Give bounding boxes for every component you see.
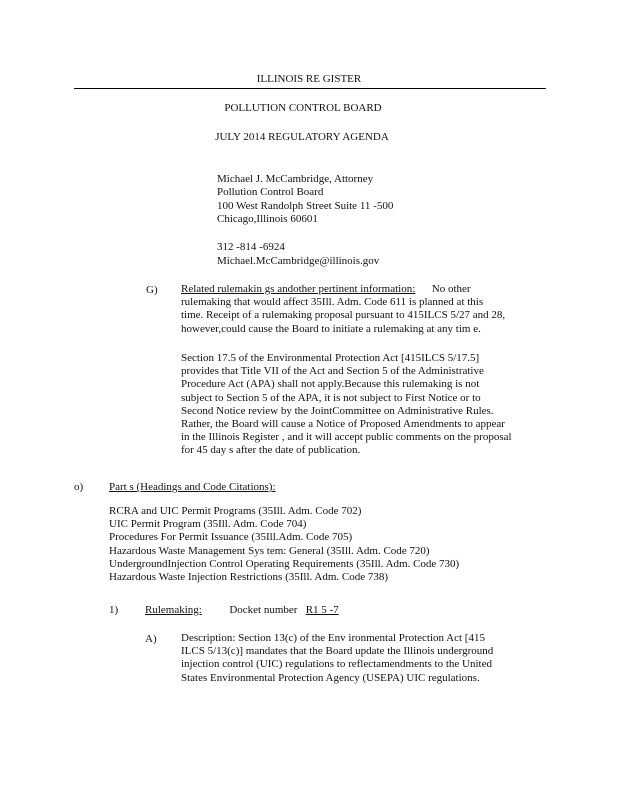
section-g-paragraph-1 bbox=[181, 283, 517, 336]
header-rule bbox=[74, 88, 546, 89]
item-1-line bbox=[145, 603, 339, 617]
item-a-line: injection control (UIC) regulations to reflectamendments to the United bbox=[181, 658, 492, 671]
list-item: Hazardous Waste Injection Restrictions (35Ill. Adm. Code 738) bbox=[109, 570, 389, 583]
section-g-p2-line: provides that Title VII of the Act and Section 5 of the Administrative bbox=[181, 365, 484, 378]
board-title: POLLUTION CONTROL BOARD bbox=[224, 102, 382, 114]
contact-email: Michael.McCambridge@illinois.gov bbox=[217, 255, 380, 267]
rulemaking-heading: Rulemaking: bbox=[145, 604, 202, 616]
section-g-line-3: time. Receipt of a rulemaking proposal pursuant to 415ILCS 5/27 and 28, bbox=[181, 309, 506, 322]
docket-value: R1 5 -7 bbox=[305, 604, 339, 616]
section-g-p2-line: in the Illinois Register , and it will accept public comments on the proposal bbox=[181, 431, 512, 444]
contact-name: Michael J. McCambridge, Attorney bbox=[217, 173, 374, 185]
list-item: UIC Permit Program (35Ill. Adm. Code 704) bbox=[109, 518, 307, 531]
section-g-p2-line: Rather, the Board will cause a Notice of Proposed Amendments to appear bbox=[181, 417, 505, 430]
section-g-line-1 bbox=[181, 283, 517, 296]
item-a-marker: A) bbox=[145, 633, 157, 645]
section-g-line-2: rulemaking that would affect 35Ill. Adm. Code 611 is planned at this bbox=[181, 296, 484, 309]
item-a-line: Description: Section 13(c) of the Env ironmental Protection Act [415 bbox=[181, 632, 485, 644]
section-g-p2-line: Section 17.5 of the Environmental Protection Act [415ILCS 5/17.5] bbox=[181, 352, 480, 364]
section-g-p2-line: for 45 day s after the date of publication. bbox=[181, 444, 361, 457]
item-a-line: ILCS 5/13(c)] mandates that the Board update the Illinois underground bbox=[181, 645, 494, 658]
list-item: RCRA and UIC Permit Programs (35Ill. Adm. Code 702) bbox=[109, 505, 362, 517]
section-o-heading: Part s (Headings and Code Citations): bbox=[109, 481, 276, 493]
agenda-title: JULY 2014 REGULATORY AGENDA bbox=[215, 131, 389, 143]
section-g-heading-tail: No other bbox=[431, 283, 471, 295]
list-item: Procedures For Permit Issuance (35Ill.Adm. Code 705) bbox=[109, 531, 353, 544]
section-g-marker: G) bbox=[146, 284, 158, 296]
section-g-line-4: however,could cause the Board to initiate a rulemaking at any tim e. bbox=[181, 322, 481, 335]
item-1-marker: 1) bbox=[109, 604, 119, 616]
item-a-line: States Environmental Protection Agency (USEPA) UIC regulations. bbox=[181, 671, 480, 684]
register-title: ILLINOIS RE GISTER bbox=[256, 73, 362, 85]
contact-city: Chicago,Illinois 60601 bbox=[217, 213, 318, 225]
section-o-marker: o) bbox=[74, 481, 84, 493]
contact-address: 100 West Randolph Street Suite 11 -500 bbox=[217, 200, 394, 212]
list-item: UndergroundInjection Control Operating Requirements (35Ill. Adm. Code 730) bbox=[109, 557, 460, 570]
item-a-description bbox=[181, 632, 493, 685]
list-item: Hazardous Waste Management Sys tem: General (35Ill. Adm. Code 720) bbox=[109, 544, 430, 557]
section-g-p2-line: Procedure Act (APA) shall not apply.Because this rulemaking is not bbox=[181, 378, 480, 391]
section-g-heading: Related rulemakin gs andother pertinent information: bbox=[181, 283, 416, 295]
section-g-paragraph-2 bbox=[181, 352, 531, 458]
section-g-p2-line: Second Notice review by the JointCommittee on Administrative Rules. bbox=[181, 404, 494, 417]
contact-phone: 312 -814 -6924 bbox=[217, 241, 285, 253]
parts-list bbox=[109, 505, 459, 584]
contact-org: Pollution Control Board bbox=[217, 186, 324, 198]
docket-label: Docket number bbox=[229, 604, 298, 616]
section-g-p2-line: subject to Section 5 of the APA, it is not subject to First Notice or to bbox=[181, 391, 481, 404]
